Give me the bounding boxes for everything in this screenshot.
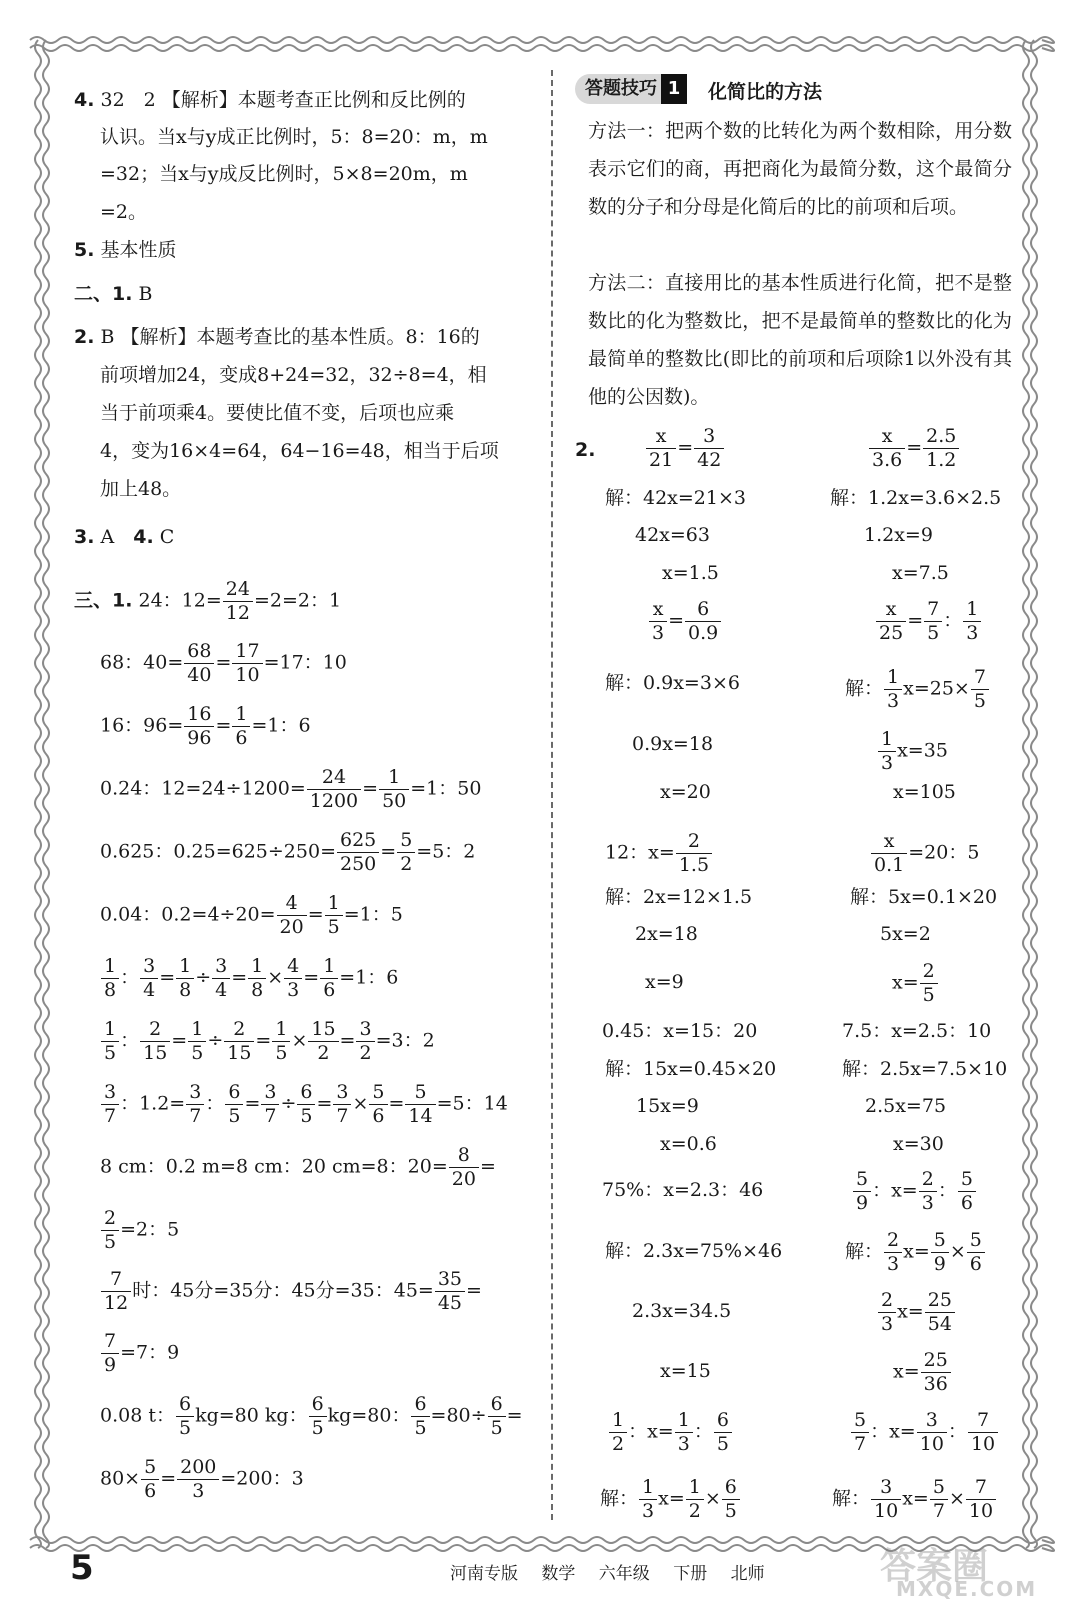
fraction: $\frac{200}{3}$	[177, 1456, 219, 1503]
fraction: $\frac{1}{2}$	[686, 1476, 704, 1523]
fraction: $\frac{x}{21}$	[646, 425, 676, 472]
fraction: $\frac{4}{3}$	[284, 955, 302, 1002]
equation-i-step-2: 2.3x=34.5	[632, 1300, 732, 1322]
fraction: $\frac{5}{6}$	[967, 1229, 985, 1276]
q4-line-4: =2。	[100, 201, 148, 223]
section2-q2-line-2: 前项增加24，变成8+24=32，32÷8=4，相	[100, 364, 487, 386]
section2-q3-q4: 3. A 4. C	[74, 526, 175, 548]
fraction: $\frac{2}{15}$	[224, 1018, 254, 1065]
section3-row-15: 80× $\frac{5}{6}$ = $\frac{200}{3}$ =200：3	[100, 1456, 304, 1502]
fraction: $\frac{x}{3}$	[649, 598, 667, 645]
fraction: $\frac{24}{12}$	[223, 578, 253, 625]
fraction: $\frac{6}{5}$	[722, 1476, 740, 1523]
equation-j-step-1: 解： $\frac{2}{3}$ x= $\frac{5}{9}$ × $\frac{5}{6}$	[845, 1229, 986, 1276]
book-info-footer: 河南专版 数学 六年级 下册 北师	[450, 1564, 765, 1584]
fraction: $\frac{1}{5}$	[325, 892, 343, 939]
fraction: $\frac{2}{5}$	[101, 1207, 119, 1254]
section2-q2-line-5: 加上48。	[100, 478, 182, 500]
fraction: $\frac{6}{5}$	[225, 1081, 243, 1128]
equation-b-step-1: 解：1.2x=3.6×2.5	[830, 487, 1002, 509]
equation-h-step-3: x=30	[893, 1133, 944, 1155]
q5-answer: 5. 基本性质	[74, 239, 177, 261]
section3-row-10: 8 cm：0.2 m=8 cm：20 cm=8：20= $\frac{8}{20}$ =	[100, 1144, 496, 1190]
watermark-logo: 答案圈	[880, 1546, 989, 1587]
fraction: $\frac{1}{3}$	[639, 1476, 657, 1523]
fraction: $\frac{1}{3}$	[675, 1409, 693, 1456]
equation-f-step-1: 解：5x=0.1×20	[850, 886, 998, 908]
section2-q2-line-1: 2. B 【解析】本题考查比的基本性质。8：16的	[74, 326, 480, 348]
section3-row-14: 0.08 t： $\frac{6}{5}$ kg=80 kg： $\frac{6}{5}$ kg=80： $\frac{6}{5}$ =80÷ $\frac{6}{5}$ =	[100, 1393, 523, 1439]
fraction: $\frac{1}{3}$	[878, 728, 896, 775]
fraction: $\frac{3}{42}$	[694, 425, 724, 472]
equation-d-step-3: x=105	[893, 781, 956, 803]
fraction: $\frac{3}{4}$	[212, 955, 230, 1002]
equation-c-step-3: x=20	[660, 781, 711, 803]
equation-d-step-2: $\frac{1}{3}$ x=35	[877, 728, 948, 775]
fraction: $\frac{5}{14}$	[405, 1081, 435, 1128]
section3-row-12: $\frac{7}{12}$ 时：45分=35分：45分=35：45= $\frac{35}{45}$ =	[100, 1268, 482, 1315]
equation-h-step-1: 解：2.5x=7.5×10	[842, 1058, 1008, 1080]
tip-method-1: 方法一：把两个数的比转化为两个数相除，用分数表示它们的商，再把商化为最简分数，这个最简分数的分子和分母是化简后的比的前项和后项。	[588, 120, 1012, 218]
equation-d: $\frac{x}{25}$ = $\frac{7}{5}$ ： $\frac{1}{3}$	[875, 598, 982, 645]
fraction: $\frac{16}{96}$	[184, 703, 214, 750]
equation-l: $\frac{5}{7}$ ：x= $\frac{3}{10}$ ： $\frac{7}{10}$	[850, 1409, 999, 1456]
equation-e-step-2: 2x=18	[635, 923, 698, 945]
fraction: $\frac{1}{8}$	[176, 955, 194, 1002]
equation-a-step-2: 42x=63	[635, 524, 710, 546]
equation-e-step-1: 解：2x=12×1.5	[605, 886, 753, 908]
tip-title: 化简比的方法	[708, 81, 823, 103]
fraction: $\frac{7}{10}$	[966, 1476, 996, 1523]
fraction: $\frac{6}{5}$	[488, 1393, 506, 1440]
fraction: $\frac{3}{10}$	[871, 1476, 901, 1523]
section3-row-5: 0.625：0.25=625÷250= $\frac{625}{250}$ = $\frac{5}{2}$ =5：2	[100, 829, 476, 875]
fraction: $\frac{35}{45}$	[435, 1268, 465, 1315]
q4-line-3: =32；当x与y成反比例时，5×8=20m，m	[100, 163, 468, 185]
fraction: $\frac{6}{5}$	[297, 1081, 315, 1128]
section3-row-1: 三、1. 24：12= $\frac{24}{12}$ =2=2：1	[74, 578, 342, 624]
section3-row-8: $\frac{1}{5}$ ： $\frac{2}{15}$ = $\frac{1}{5}$ ÷ $\frac{2}{15}$ = $\frac{1}{5}$ × $\frac{15}{2}$ = $\frac{3}{2}$ =3：2	[100, 1018, 435, 1065]
fraction: $\frac{3}{4}$	[140, 955, 158, 1002]
fraction: $\frac{6}{5}$	[309, 1393, 327, 1440]
q4-line-1: 4. 32 2 【解析】本题考查正比例和反比例的	[74, 89, 466, 111]
fraction: $\frac{25}{54}$	[925, 1289, 955, 1336]
watermark-url: MXQE.COM	[896, 1577, 1038, 1601]
fraction: $\frac{25}{36}$	[921, 1349, 951, 1396]
fraction: $\frac{17}{10}$	[232, 640, 262, 687]
fraction: $\frac{1}{3}$	[884, 666, 902, 713]
section3-row-7: $\frac{1}{8}$ ： $\frac{3}{4}$ = $\frac{1}{8}$ ÷ $\frac{3}{4}$ = $\frac{1}{8}$ × $\frac{4}{3}$ = $\frac{1}{6}$ =1：6	[100, 955, 398, 1002]
equation-d-step-1: 解： $\frac{1}{3}$ x=25× $\frac{7}{5}$	[845, 666, 990, 713]
fraction: $\frac{2}{3}$	[884, 1229, 902, 1276]
equation-f-step-2: 5x=2	[880, 923, 931, 945]
equation-j: $\frac{5}{9}$ ：x= $\frac{2}{3}$ ： $\frac{5}{6}$	[852, 1168, 977, 1215]
section2-q1: 二、1. B	[74, 283, 153, 305]
equation-h: 7.5：x=2.5：10	[842, 1020, 992, 1042]
fraction: $\frac{2}{5}$	[920, 960, 938, 1007]
fraction: $\frac{1}{5}$	[101, 1018, 119, 1065]
fraction: $\frac{2}{1.5}$	[676, 830, 712, 877]
fraction: $\frac{3}{7}$	[261, 1081, 279, 1128]
fraction: $\frac{2}{3}$	[878, 1289, 896, 1336]
equation-g: 0.45：x=15：20	[602, 1020, 758, 1042]
q2-label: 2.	[575, 439, 596, 461]
fraction: $\frac{7}{5}$	[924, 598, 942, 645]
tip-badge: 答题技巧 1	[575, 74, 687, 104]
fraction: $\frac{2}{3}$	[919, 1168, 937, 1215]
section3-row-3: 16：96= $\frac{16}{96}$ = $\frac{1}{6}$ =1：6	[100, 703, 311, 749]
fraction: $\frac{7}{5}$	[971, 666, 989, 713]
equation-l-step-1: 解： $\frac{3}{10}$ x= $\frac{5}{7}$ × $\frac{7}{10}$	[832, 1476, 997, 1523]
fraction: $\frac{3}{10}$	[917, 1409, 947, 1456]
equation-c-step-2: 0.9x=18	[632, 733, 714, 755]
column-divider	[551, 70, 553, 1520]
equation-b-step-2: 1.2x=9	[864, 524, 933, 546]
equation-f: $\frac{x}{0.1}$ =20：5	[870, 830, 979, 877]
fraction: $\frac{5}{9}$	[931, 1229, 949, 1276]
equation-b: $\frac{x}{3.6}$ = $\frac{2.5}{1.2}$	[868, 425, 960, 472]
fraction: $\frac{3}{2}$	[356, 1018, 374, 1065]
fraction: $\frac{5}{7}$	[930, 1476, 948, 1523]
section2-q2-line-3: 当于前项乘4。要使比值不变，后项也应乘	[100, 402, 455, 424]
equation-i-step-1: 解：2.3x=75%×46	[605, 1240, 783, 1262]
fraction: $\frac{x}{3.6}$	[869, 425, 905, 472]
fraction: $\frac{8}{20}$	[449, 1144, 479, 1191]
section2-q2-line-4: 4，变为16×4=64，64−16=48，相当于后项	[100, 440, 499, 462]
equation-k: $\frac{1}{2}$ ：x= $\frac{1}{3}$ ： $\frac{6}{5}$	[608, 1409, 733, 1456]
equation-c: $\frac{x}{3}$ = $\frac{6}{0.9}$	[648, 598, 722, 645]
fraction: $\frac{7}{10}$	[968, 1409, 998, 1456]
fraction: $\frac{2.5}{1.2}$	[923, 425, 959, 472]
fraction: $\frac{24}{1200}$	[307, 766, 361, 813]
equation-j-step-2: $\frac{2}{3}$ x= $\frac{25}{54}$	[877, 1289, 956, 1336]
fraction: $\frac{6}{0.9}$	[685, 598, 721, 645]
equation-a-step-3: x=1.5	[662, 562, 719, 584]
fraction: $\frac{1}{3}$	[963, 598, 981, 645]
fraction: $\frac{2}{15}$	[140, 1018, 170, 1065]
fraction: $\frac{5}{7}$	[851, 1409, 869, 1456]
section3-row-13: $\frac{7}{9}$ =7：9	[100, 1330, 179, 1377]
fraction: $\frac{1}{5}$	[188, 1018, 206, 1065]
fraction: $\frac{1}{2}$	[609, 1409, 627, 1456]
q4-line-2: 认识。当x与y成正比例时，5：8=20：m，m	[100, 126, 488, 148]
equation-g-step-2: 15x=9	[636, 1095, 699, 1117]
fraction: $\frac{5}{6}$	[958, 1168, 976, 1215]
fraction: $\frac{6}{5}$	[714, 1409, 732, 1456]
fraction: $\frac{5}{9}$	[853, 1168, 871, 1215]
equation-e-step-3: x=9	[645, 971, 684, 993]
fraction: $\frac{15}{2}$	[308, 1018, 338, 1065]
section3-row-4: 0.24：12=24÷1200= $\frac{24}{1200}$ = $\frac{1}{50}$ =1：50	[100, 766, 482, 812]
equation-e: 12：x= $\frac{2}{1.5}$	[605, 830, 713, 877]
equation-g-step-1: 解：15x=0.45×20	[605, 1058, 777, 1080]
fraction: $\frac{1}{50}$	[379, 766, 409, 813]
fraction: $\frac{7}{12}$	[101, 1268, 131, 1315]
equation-i: 75%：x=2.3：46	[602, 1179, 764, 1201]
fraction: $\frac{3}{7}$	[333, 1081, 351, 1128]
fraction: $\frac{x}{25}$	[876, 598, 906, 645]
page-number: 5	[70, 1548, 94, 1588]
fraction: $\frac{6}{5}$	[411, 1393, 429, 1440]
equation-c-step-1: 解：0.9x=3×6	[605, 672, 740, 694]
equation-a-step-1: 解：42x=21×3	[605, 487, 746, 509]
fraction: $\frac{5}{6}$	[369, 1081, 387, 1128]
fraction: $\frac{1}{8}$	[101, 955, 119, 1002]
fraction: $\frac{3}{7}$	[186, 1081, 204, 1128]
section3-row-2: 68：40= $\frac{68}{40}$ = $\frac{17}{10}$ =17：10	[100, 640, 347, 686]
equation-a: $\frac{x}{21}$ = $\frac{3}{42}$	[645, 425, 725, 472]
equation-g-step-3: x=0.6	[660, 1133, 717, 1155]
fraction: $\frac{3}{7}$	[101, 1081, 119, 1128]
fraction: $\frac{6}{5}$	[176, 1393, 194, 1440]
equation-b-step-3: x=7.5	[892, 562, 949, 584]
fraction: $\frac{1}{6}$	[320, 955, 338, 1002]
fraction: $\frac{68}{40}$	[184, 640, 214, 687]
equation-h-step-2: 2.5x=75	[865, 1095, 947, 1117]
equation-i-step-3: x=15	[660, 1360, 711, 1382]
equation-j-step-3: x= $\frac{25}{36}$	[893, 1349, 952, 1396]
fraction: $\frac{1}{8}$	[248, 955, 266, 1002]
equation-f-step-3: x= $\frac{2}{5}$	[892, 960, 939, 1007]
fraction: $\frac{5}{2}$	[397, 829, 415, 876]
fraction: $\frac{5}{6}$	[141, 1456, 159, 1503]
tip-method-2: 方法二：直接用比的基本性质进行化简，把不是整数比的化为整数比，把不是最简单的整数比的化为最简单的整数比(即比的前项和后项除1以外没有其他的公因数)。	[588, 272, 1012, 408]
section3-row-6: 0.04：0.2=4÷20= $\frac{4}{20}$ = $\frac{1}{5}$ =1：5	[100, 892, 403, 938]
fraction: $\frac{1}{5}$	[272, 1018, 290, 1065]
fraction: $\frac{7}{9}$	[101, 1330, 119, 1377]
fraction: $\frac{x}{0.1}$	[871, 830, 907, 877]
equation-k-step-1: 解： $\frac{1}{3}$ x= $\frac{1}{2}$ × $\frac{6}{5}$	[600, 1476, 741, 1523]
section3-row-11: $\frac{2}{5}$ =2：5	[100, 1207, 179, 1254]
fraction: $\frac{625}{250}$	[337, 829, 379, 876]
section3-row-9: $\frac{3}{7}$ ：1.2= $\frac{3}{7}$ ： $\frac{6}{5}$ = $\frac{3}{7}$ ÷ $\frac{6}{5}$ = $\frac{3}{7}$ × $\frac{5}{6}$ = $\frac{5}{14}$ =5：14	[100, 1081, 508, 1128]
fraction: $\frac{1}{6}$	[232, 703, 250, 750]
fraction: $\frac{4}{20}$	[277, 892, 307, 939]
